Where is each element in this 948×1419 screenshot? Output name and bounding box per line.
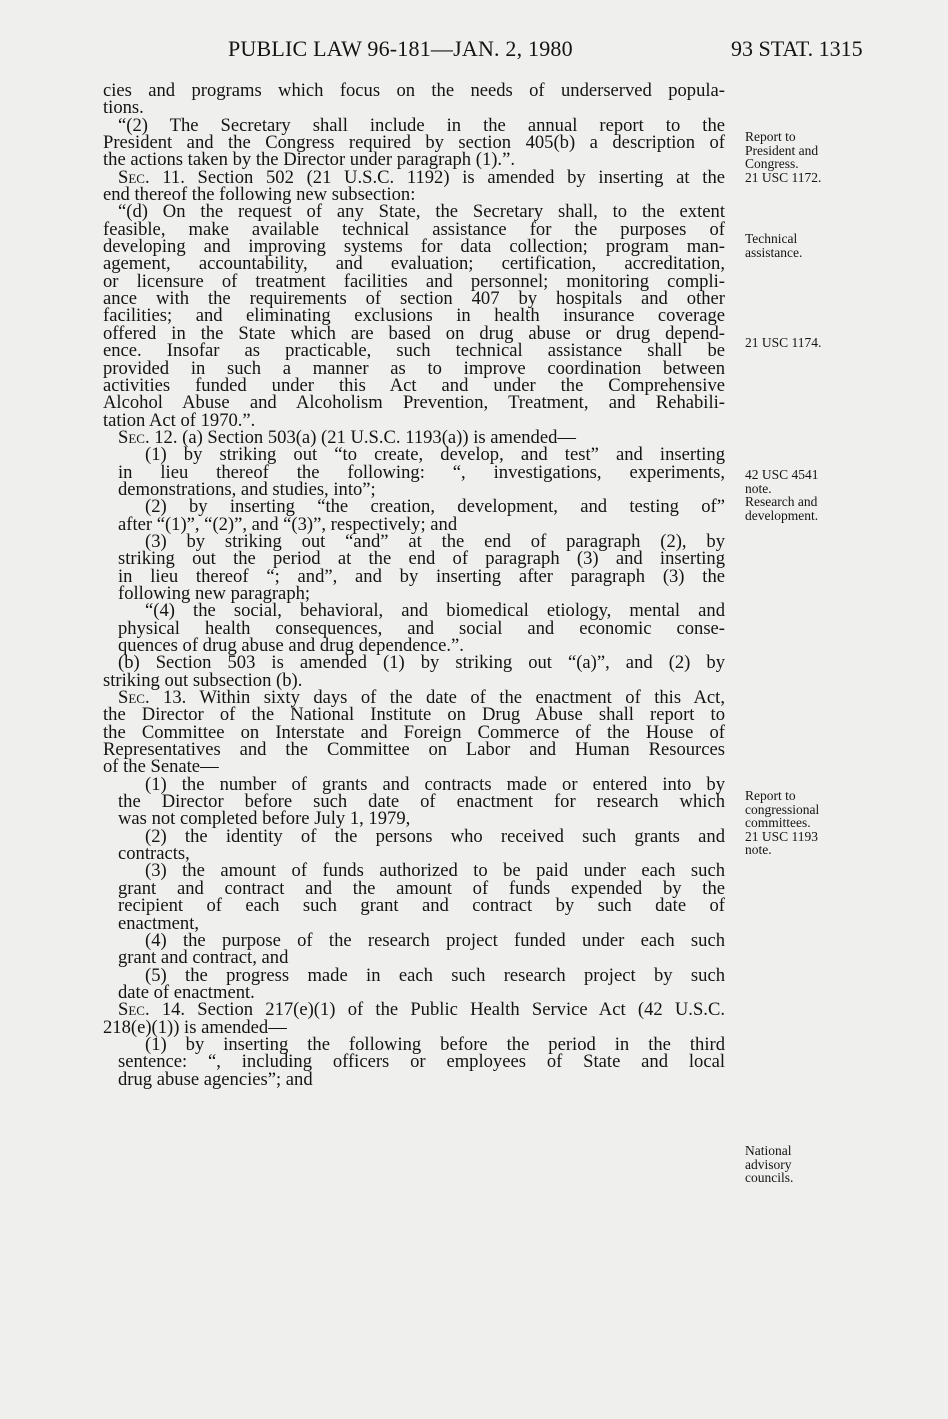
text-line [103,1068,725,1090]
line-text: cies and programs which focus on the needs of underserved popula- [103,80,725,101]
line-text: after “(1)”, “(2)”, and “(3)”, respectively; and [118,513,458,535]
margin-note-line: 42 USC 4541 [745,467,819,482]
line-text: developing and improving systems for data collection; program man- [103,236,725,258]
margin-note-research-and-development [745,468,945,522]
margin-note-line: Report to [745,129,796,144]
line-text: striking out subsection (b). [103,669,303,691]
line-text: Alcohol Abuse and Alcoholism Prevention, Treatment, and Rehabili- [103,392,725,414]
margin-note-line: development. [745,507,819,523]
line-text: (5) the progress made in each such research project by such [145,964,725,986]
line-text: facilities; and eliminating exclusions in health insurance coverage [103,305,725,327]
line-text: (3) by striking out “and” at the end of paragraph (2), by [145,530,725,552]
margin-note-line: 21 USC 1193 [745,828,819,844]
margin-note-line: Research and [745,494,818,510]
line-text: 12. (a) Section 503(a) (21 U.S.C. 1193(a)) is amended— [149,426,576,448]
line-text: “(2) The Secretary shall include in the annual report to the [118,114,725,136]
line-text: President and the Congress required by section 405(b) a description of [103,132,725,154]
line-text: following new paragraph; [118,582,311,604]
margin-note-line: committees. [745,815,811,831]
line-text: contracts, [118,843,190,865]
line-text: striking out the period at the end of paragraph (3) and inserting [118,548,725,570]
line-text: end thereof the following new subsection: [103,184,416,206]
line-text: ence. Insofar as practicable, such technical assistance shall be [103,340,725,362]
line-text: activities funded under this Act and under the Comprehensive [103,374,725,396]
margin-note-line: assistance. [745,244,803,260]
line-text: grant and contract and the amount of funds expended by the [118,877,725,899]
line-text: of the Senate— [103,756,219,778]
text-line [103,82,725,99]
line-text: the actions taken by the Director under paragraph (1).”. [103,149,515,171]
line-text: enactment, [118,912,200,934]
line-text: grant and contract, and [118,947,289,969]
margin-note-line: advisory [745,1156,792,1172]
section-label: Sec. [118,166,150,188]
margin-note-line: 21 USC 1172. [745,169,822,185]
line-text: (3) the amount of funds authorized to be paid under each such [145,860,725,882]
margin-note-line: National [745,1143,792,1158]
margin-note-line: congressional [745,801,820,817]
line-text: (2) the identity of the persons who received such grants and [145,825,725,847]
section-label: Sec. [118,426,150,448]
margin-note-line: note. [745,480,772,496]
line-text: the Director before such date of enactment for research which [118,791,725,813]
line-text: recipient of each such grant and contract by such date of [118,895,725,917]
text-line [103,825,725,847]
statute-body-text [103,82,725,1088]
line-text: provided in such a manner as to improve coordination between [103,357,725,379]
line-text: (1) by inserting the following before the period in the third [145,1033,725,1055]
line-text: or licensure of treatment facilities and personnel; monitoring compli- [103,270,725,292]
line-text: ance with the requirements of section 407 by hospitals and other [103,288,725,310]
section-label: Sec. [118,999,150,1021]
margin-note-technical-assistance [745,232,945,259]
line-text: date of enactment. [118,981,255,1003]
line-text: (1) the number of grants and contracts made or entered into by [145,773,725,795]
margin-note-national-advisory-councils [745,1144,945,1185]
margin-note-line: President and [745,142,819,158]
line-text: drug abuse agencies”; and [118,1068,313,1090]
margin-note-line: Congress. [745,156,799,172]
line-text: (1) by striking out “to create, develop, and test” and inserting [145,444,725,466]
line-text: 14. Section 217(e)(1) of the Public Health Service Act (42 U.S.C. [149,999,725,1021]
running-header-page-number: 93 STAT. 1315 [731,36,863,61]
line-text: in lieu thereof “; and”, and by inserting after paragraph (3) the [118,565,725,587]
margin-note-line: Technical [745,231,798,246]
line-text: tions. [103,97,144,119]
line-text: (b) Section 503 is amended (1) by striking out “(a)”, and (2) by [118,652,725,674]
line-text: feasible, make available technical assistance for the purposes of [103,218,725,240]
margin-note-report-to-president [745,130,945,184]
line-text: in lieu thereof the following: “, investigations, experiments, [118,461,725,483]
line-text: the Director of the National Institute on Drug Abuse shall report to [103,704,725,726]
margin-note-21-usc-1174 [745,336,945,350]
line-text: the Committee on Interstate and Foreign Commerce of the House of [103,721,725,743]
line-text: (2) by inserting “the creation, development, and testing of” [145,496,725,518]
line-text: tation Act of 1970.”. [103,409,256,431]
line-text: “(d) On the request of any State, the Secretary shall, to the extent [118,201,725,223]
line-text: agement, accountability, and evaluation; certification, accreditation, [103,253,725,275]
margin-note-line: councils. [745,1170,794,1186]
section-label: Sec. [118,687,150,709]
line-text: demonstrations, and studies, into”; [118,478,376,500]
running-header-title: PUBLIC LAW 96-181—JAN. 2, 1980 [228,36,573,61]
line-text: sentence: “, including officers or employees of State and local [118,1051,725,1073]
margin-note-line: Report to [745,788,796,803]
line-text: “(4) the social, behavioral, and biomedical etiology, mental and [145,600,725,622]
line-text: quences of drug abuse and drug dependence.”. [118,635,464,656]
margin-note-report-to-committees [745,789,945,857]
line-text: physical health consequences, and social and economic conse- [118,617,725,639]
line-text: 11. Section 502 (21 U.S.C. 1192) is amended by inserting at the [149,166,725,188]
line-text: was not completed before July 1, 1979, [118,808,411,830]
line-text: 218(e)(1)) is amended— [103,1016,287,1038]
line-text: (4) the purpose of the research project funded under each such [145,929,725,951]
margin-note-line: 21 USC 1174. [745,335,822,350]
line-text: Representatives and the Committee on Labor and Human Resources [103,739,725,761]
line-text: offered in the State which are based on drug abuse or drug depend- [103,322,725,344]
line-text: 13. Within sixty days of the date of the enactment of this Act, [149,687,725,709]
margin-note-line: note. [745,842,772,858]
